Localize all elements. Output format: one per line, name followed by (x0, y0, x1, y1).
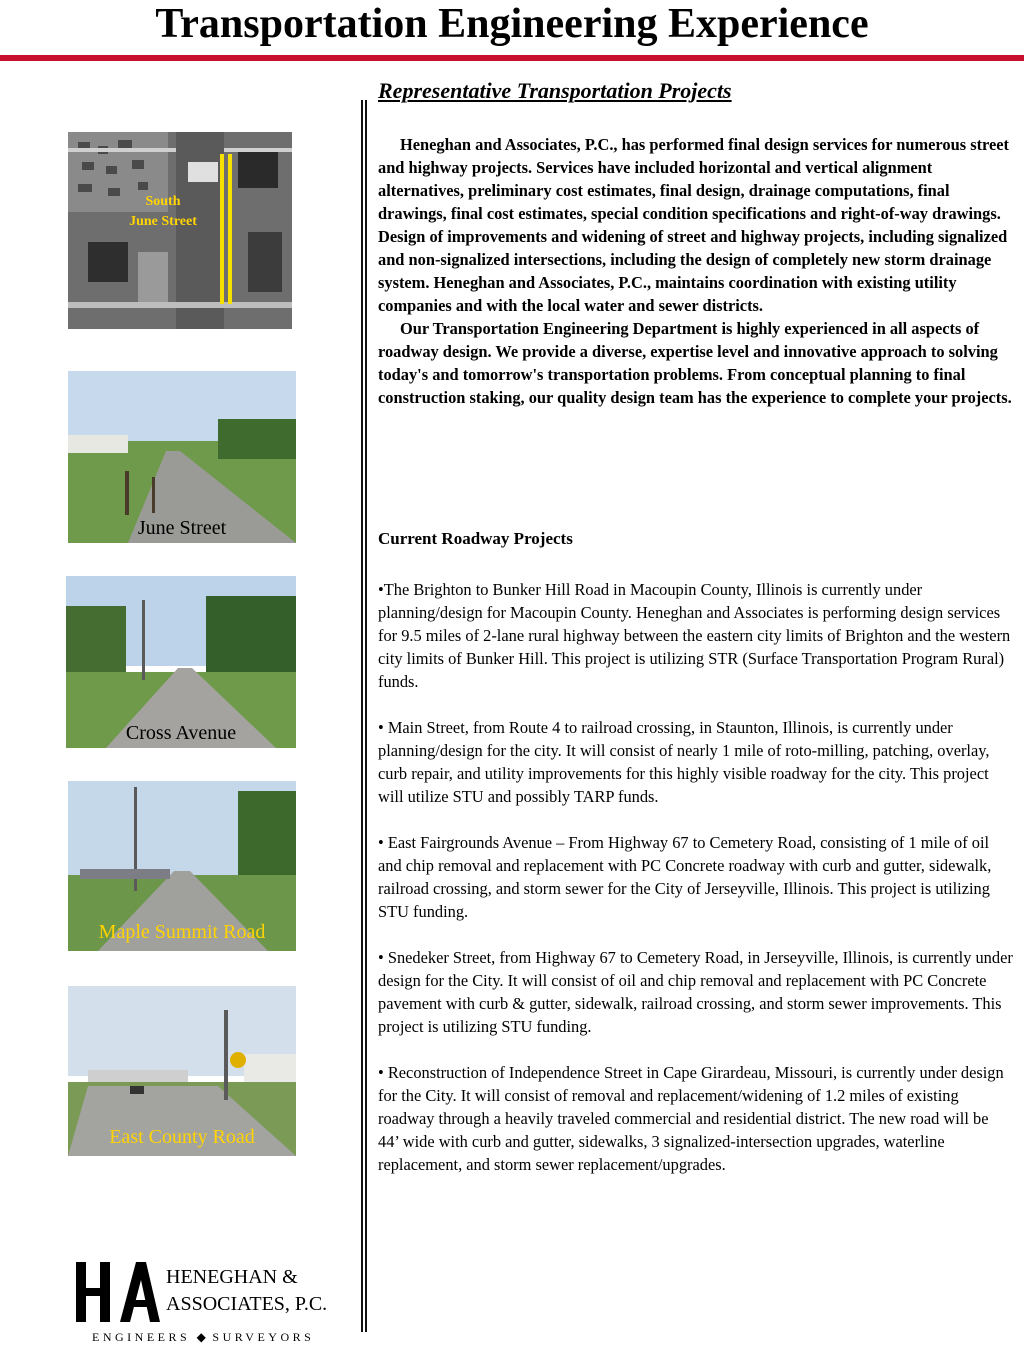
column-divider (365, 100, 367, 1332)
aerial-photo (68, 132, 292, 329)
photo-caption: June Street (137, 517, 227, 539)
current-projects-heading: Current Roadway Projects (378, 529, 573, 548)
photo-east-county-road (68, 986, 296, 1156)
aerial-label-line1: South (145, 194, 181, 209)
intro-paragraph: Heneghan and Associates, P.C., has performed final design services for numerous street and highway projects. Services have included horizontal and vertical alignment alternatives, preliminary cost estimates, final design, drainage computations, final drawings, final cost estimates, special condition specifications and right-of-way drawings. Design of improvements and widening of street and highway projects, including signalized and non-signalized intersections, including the design of completely new storm drainage system. Heneghan and Associates, P.C., maintains coordination with existing utility companies and with the local water and sewer districts. (378, 135, 1010, 315)
photo-june-street (68, 371, 296, 543)
title-rule (0, 55, 1024, 61)
project-item: • Snedeker Street, from Highway 67 to Cemetery Road, in Jerseyville, Illinois, is currently under design for the City. It will consist of oil and chip removal and replacement with PC Concrete pavement with curb & gutter, sidewalk, railroad crossing, and storm sewer improvements. This project is utilizing STU funding. (378, 948, 1013, 1036)
column-divider (361, 100, 363, 1332)
photo-cross-avenue (66, 576, 296, 748)
company-name (166, 1264, 327, 1318)
tagline-surveyors: SURVEYORS (212, 1330, 315, 1344)
page-title: Transportation Engineering Experience (155, 1, 869, 47)
company-name-line2: ASSOCIATES, P.C. (166, 1293, 328, 1315)
photo-caption: East County Road (109, 1126, 255, 1148)
project-item: •The Brighton to Bunker Hill Road in Macoupin County, Illinois is currently under planning/design for Macoupin County. Heneghan and Associates is performing design services for 9.5 miles of 2-lane rural highway between the eastern city limits of Brighton and the western city limits of Bunker Hill. This project is utilizing STR (Surface Transportation Program Rural) funds. (378, 580, 1011, 691)
intro-text (378, 133, 1013, 409)
aerial-label-line2: June Street (129, 214, 197, 229)
project-list (378, 578, 1013, 1199)
company-tagline (92, 1330, 314, 1345)
aerial-label (108, 192, 218, 232)
company-logo-icon (76, 1262, 160, 1327)
project-item: • Reconstruction of Independence Street in Cape Girardeau, Missouri, is currently under design for the City. It will consist of removal and replacement/widening of 1.2 miles of existing roadway through a heavily traveled commercial and residential district. The new road will be 44’ wide with curb and gutter, sidewalks, 3 signalized-intersection upgrades, waterline replacement, and storm sewer replacement/upgrades. (378, 1063, 1004, 1174)
diamond-icon: ◆ (196, 1330, 206, 1344)
intro-paragraph: Our Transportation Engineering Department is highly experienced in all aspects of roadway design. We provide a diverse, expertise level and innovative approach to solving today's and tomorrow's transportation problems. From conceptual planning to final construction staking, our quality design team has the experience to complete your projects. (378, 319, 1012, 407)
company-name-line1: HENEGHAN & (166, 1266, 298, 1288)
tagline-engineers: ENGINEERS (92, 1330, 191, 1344)
photo-caption: Maple Summit Road (98, 921, 266, 943)
photo-caption: Cross Avenue (125, 722, 237, 744)
section-heading: Representative Transportation Projects (378, 78, 732, 103)
project-item: • Main Street, from Route 4 to railroad crossing, in Staunton, Illinois, is currently under planning/design for the city. It will consist of nearly 1 mile of roto-milling, patching, overlay, curb repair, and utility improvements for this highly visible roadway for the city. This project will utilize STU and possibly TARP funds. (378, 718, 990, 806)
project-item: • East Fairgrounds Avenue – From Highway 67 to Cemetery Road, consisting of 1 mile of oil and chip removal and replacement with PC Concrete roadway with curb and gutter, sidewalk, railroad crossing, and storm sewer for the City of Jerseyville, Illinois. This project is utilizing STU funding. (378, 833, 992, 921)
photo-maple-summit-road (68, 781, 296, 951)
